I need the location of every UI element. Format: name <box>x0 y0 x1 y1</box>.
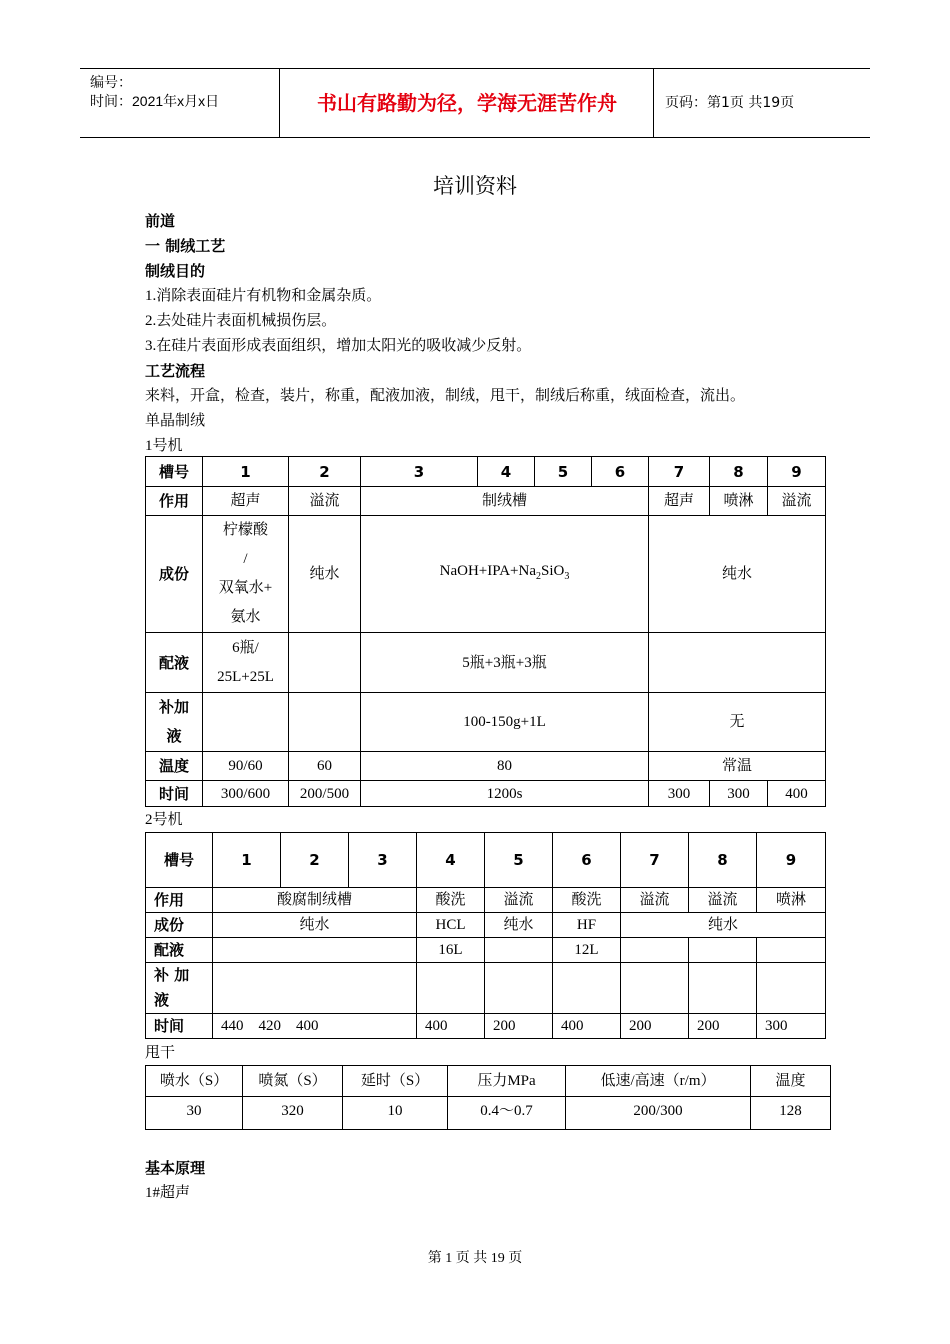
slot-number: 1 <box>203 457 289 487</box>
table-cell <box>621 938 689 963</box>
table-cell: 300 <box>649 781 710 807</box>
table-cell: 100-150g+1L <box>361 693 649 752</box>
row-label-text: 补 加 液 <box>154 966 190 1009</box>
table-cell <box>621 963 689 1014</box>
table-cell <box>417 963 485 1014</box>
table-cell: 60 <box>289 752 361 781</box>
row-label: 作用 <box>146 487 203 516</box>
cell-line: 补加 <box>158 698 189 716</box>
table-cell: 30 <box>146 1097 243 1130</box>
table-cell: HF <box>553 913 621 938</box>
table-cell: 溢流 <box>485 888 553 913</box>
purpose-item: 2.去处硅片表面机械损伤层。 <box>145 313 337 329</box>
machine1-label: 1号机 <box>145 438 183 454</box>
slot-number: 3 <box>361 457 478 487</box>
table-cell: 400 <box>553 1014 621 1039</box>
table-cell: 300 <box>710 781 768 807</box>
table-cell <box>553 963 621 1014</box>
row-label: 温度 <box>146 752 203 781</box>
table-cell <box>485 938 553 963</box>
cell-line: 双氧水+ <box>218 580 273 596</box>
table-cell: 128 <box>751 1097 831 1130</box>
header-meta <box>80 69 280 137</box>
table-cell <box>689 938 757 963</box>
table-cell <box>289 633 361 693</box>
slot-number: 4 <box>417 833 485 888</box>
table-cell: 酸腐制绒槽 <box>213 888 417 913</box>
header-page-info: 页码：第1页 共19页 <box>665 95 795 111</box>
row-label <box>146 693 203 752</box>
table-cell <box>213 963 417 1014</box>
column-header: 低速/高速（r/m） <box>566 1066 751 1097</box>
table-cell: 320 <box>243 1097 343 1130</box>
cell-line: 液 <box>166 727 182 745</box>
machine2-label: 2号机 <box>145 812 183 828</box>
column-header: 温度 <box>751 1066 831 1097</box>
table-cell: 纯水 <box>621 913 826 938</box>
table-cell: 喷淋 <box>757 888 826 913</box>
formula-subscript: 3 <box>564 571 570 582</box>
table-cell: 纯水 <box>289 516 361 633</box>
table-cell <box>649 633 826 693</box>
preface-heading: 前道 <box>145 212 176 230</box>
flow-heading: 工艺流程 <box>145 362 206 380</box>
dry-table <box>145 1065 831 1130</box>
slot-number: 6 <box>592 457 649 487</box>
ultrasonic-label: 1#超声 <box>145 1185 191 1201</box>
table-cell: 10 <box>343 1097 448 1130</box>
machine2-table <box>145 832 826 1039</box>
table-cell: 无 <box>649 693 826 752</box>
formula-subscript: 2 <box>536 571 541 582</box>
table-cell: 90/60 <box>203 752 289 781</box>
table-cell: 16L <box>417 938 485 963</box>
slot-number: 2 <box>289 457 361 487</box>
purpose-item: 3.在硅片表面形成表面组织，增加太阳光的吸收减少反射。 <box>145 338 532 354</box>
slot-number: 9 <box>757 833 826 888</box>
row-label: 时间 <box>146 1014 213 1039</box>
table-cell: 200 <box>621 1014 689 1039</box>
table-cell <box>203 693 289 752</box>
table-cell: HCL <box>417 913 485 938</box>
slot-number: 8 <box>689 833 757 888</box>
table-cell: 200 <box>689 1014 757 1039</box>
slot-number: 1 <box>213 833 281 888</box>
table-cell: 400 <box>768 781 826 807</box>
table-cell: 200 <box>485 1014 553 1039</box>
column-header: 压力MPa <box>448 1066 566 1097</box>
number-label: 编号： <box>90 74 132 90</box>
table-cell: 超声 <box>203 487 289 516</box>
dry-label: 甩干 <box>145 1045 176 1061</box>
column-header: 延时（S） <box>343 1066 448 1097</box>
table-cell <box>689 963 757 1014</box>
table-cell: 超声 <box>649 487 710 516</box>
table-cell: 溢流 <box>768 487 826 516</box>
table-cell: 纯水 <box>649 516 826 633</box>
purpose-item: 1.消除表面硅片有机物和金属杂质。 <box>145 288 382 304</box>
table-cell: 喷淋 <box>710 487 768 516</box>
table-cell: 5瓶+3瓶+3瓶 <box>361 633 649 693</box>
table-cell: 常温 <box>649 752 826 781</box>
table-cell: 80 <box>361 752 649 781</box>
row-label: 槽号 <box>146 457 203 487</box>
column-header: 喷水（S） <box>146 1066 243 1097</box>
slot-number: 3 <box>349 833 417 888</box>
row-label: 槽号 <box>146 833 213 888</box>
table-cell: 溢流 <box>289 487 361 516</box>
table-cell <box>203 516 289 633</box>
column-header: 喷氮（S） <box>243 1066 343 1097</box>
page-header <box>80 68 870 138</box>
table-cell: 1200s <box>361 781 649 807</box>
table-cell: 制绒槽 <box>361 487 649 516</box>
document-title: 培训资料 <box>433 174 517 198</box>
table-cell: 200/300 <box>566 1097 751 1130</box>
header-motto: 书山有路勤为径，学海无涯苦作舟 <box>281 69 654 137</box>
mono-label: 单晶制绒 <box>145 413 206 429</box>
table-cell: 200/500 <box>289 781 361 807</box>
table-cell: 300/600 <box>203 781 289 807</box>
table-cell: 440 420 400 <box>213 1014 417 1039</box>
cell-line: 6瓶/ <box>232 639 259 656</box>
row-label: 成份 <box>146 913 213 938</box>
slot-number: 7 <box>621 833 689 888</box>
purpose-heading: 制绒目的 <box>145 262 206 280</box>
row-label: 成份 <box>146 516 203 633</box>
slot-number: 2 <box>281 833 349 888</box>
time-label: 时间：2021年x月x日 <box>90 93 220 109</box>
slot-number: 8 <box>710 457 768 487</box>
cell-line: 柠檬酸 <box>222 522 268 538</box>
table-cell <box>757 938 826 963</box>
slot-number: 9 <box>768 457 826 487</box>
page-footer: 第 1 页 共 19 页 <box>427 1251 523 1266</box>
table-cell: 溢流 <box>689 888 757 913</box>
table-cell <box>757 963 826 1014</box>
table-cell: 溢流 <box>621 888 689 913</box>
table-cell: 0.4～0.7 <box>448 1097 566 1130</box>
slot-number: 5 <box>485 833 553 888</box>
table-cell: 纯水 <box>485 913 553 938</box>
table-cell <box>203 633 289 693</box>
table-cell: 酸洗 <box>417 888 485 913</box>
cell-line: 25L+25L <box>217 668 274 685</box>
table-cell: 400 <box>417 1014 485 1039</box>
table-cell <box>213 938 417 963</box>
principle-heading: 基本原理 <box>145 1159 206 1177</box>
table-cell <box>289 693 361 752</box>
table-cell <box>485 963 553 1014</box>
row-label: 时间 <box>146 781 203 807</box>
slot-number: 6 <box>553 833 621 888</box>
row-label <box>146 963 213 1014</box>
cell-line: 氨水 <box>230 609 261 625</box>
flow-text: 来料，开盒，检查，装片，称重，配液加液，制绒，甩干，制绒后称重，绒面检查，流出。 <box>145 388 746 404</box>
slot-number: 7 <box>649 457 710 487</box>
formula-part: SiO <box>541 563 565 579</box>
slot-number: 5 <box>535 457 592 487</box>
table-cell <box>361 516 649 633</box>
table-cell: 300 <box>757 1014 826 1039</box>
formula-part: NaOH+IPA+Na <box>439 563 536 579</box>
table-cell: 12L <box>553 938 621 963</box>
machine1-table <box>145 456 826 807</box>
slot-number: 4 <box>478 457 535 487</box>
section-heading: 一 制绒工艺 <box>145 237 226 255</box>
cell-line: / <box>243 551 248 567</box>
table-cell: 纯水 <box>213 913 417 938</box>
row-label: 作用 <box>146 888 213 913</box>
row-label: 配液 <box>146 633 203 693</box>
table-cell: 酸洗 <box>553 888 621 913</box>
row-label: 配液 <box>146 938 213 963</box>
